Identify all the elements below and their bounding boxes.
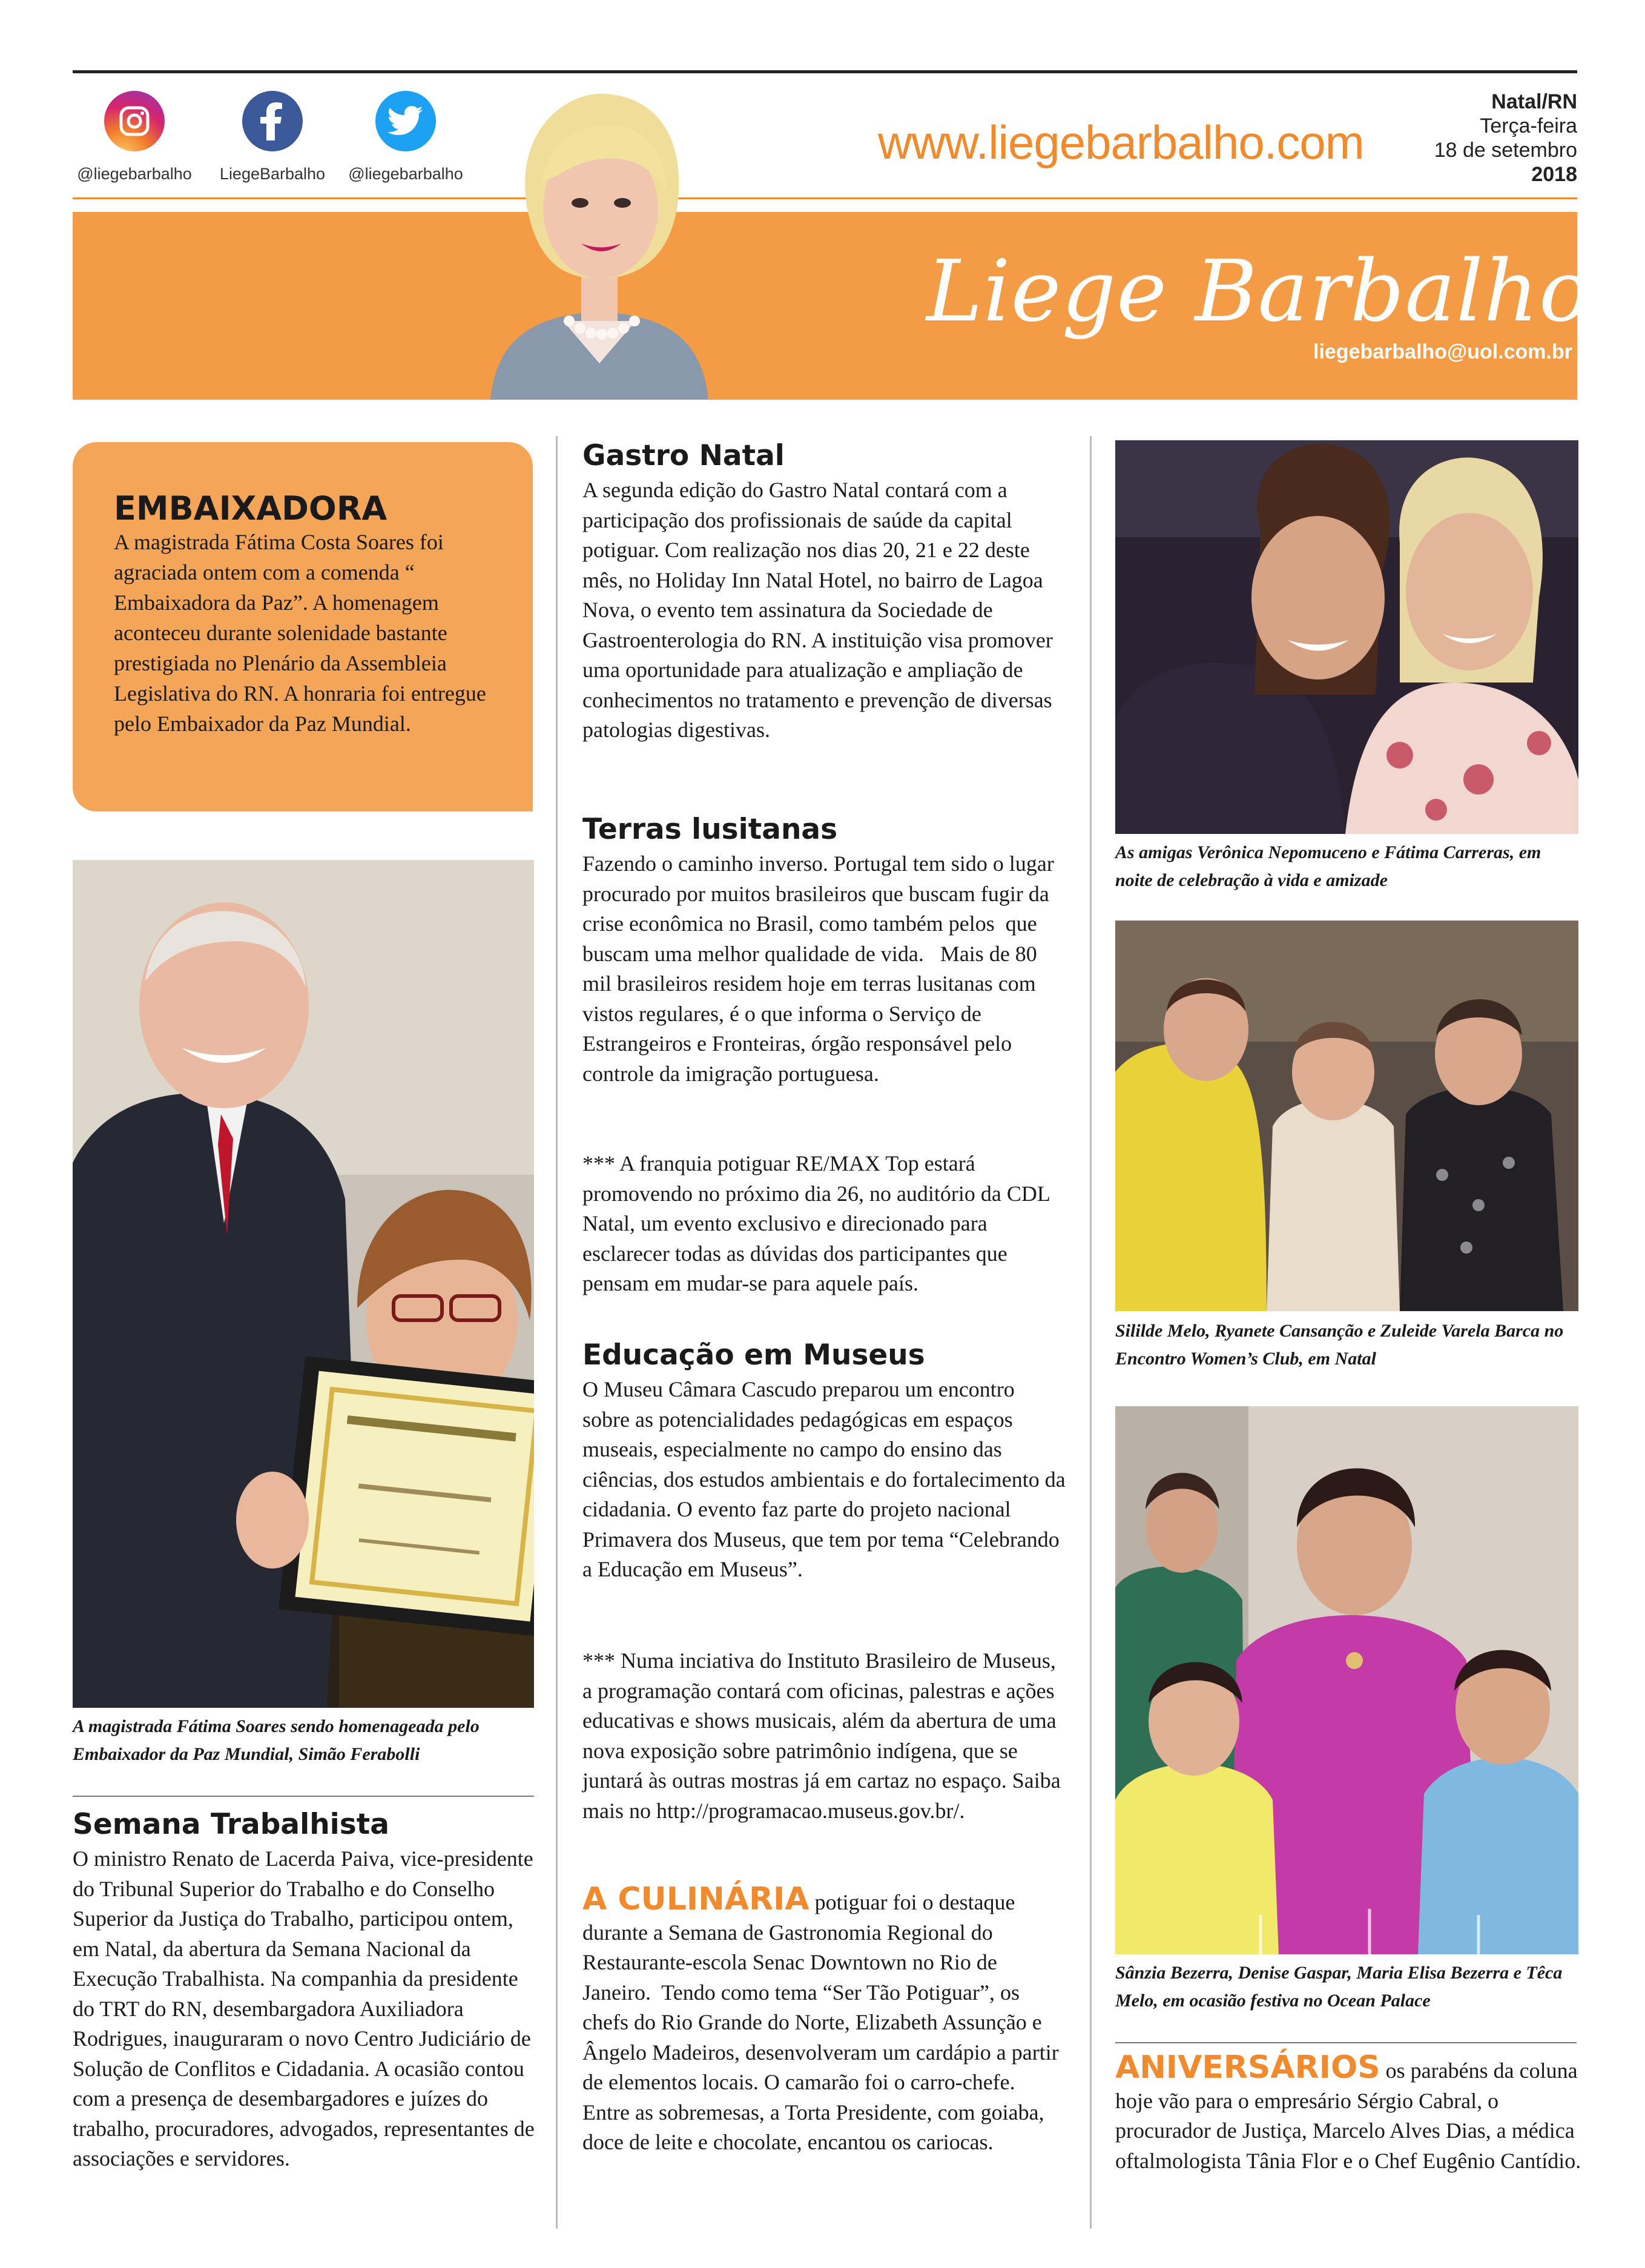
gastro-title: Gastro Natal (582, 439, 785, 472)
embaixadora-title: EMBAIXADORA (114, 489, 387, 527)
column-divider-2 (1090, 436, 1092, 2229)
aniversarios-text: os parabéns da coluna hoje vão para o empresário Sérgio Cabral, o procurador de Justiça, Marcelo Alves Dias, a médica oftalmologista Tânia Flor e o Chef Eugênio Cantídio. (1115, 2058, 1583, 2173)
photo-homenagem-caption: A magistrada Fátima Soares sendo homenageada pelo Embaixador da Paz Mundial, Simão Ferabolli (73, 1716, 480, 1764)
header-rule (73, 197, 1577, 199)
photo-amigas (1115, 440, 1578, 834)
separator-2 (1115, 2042, 1577, 2043)
instagram-icon (104, 91, 165, 151)
columnist-portrait (484, 79, 714, 400)
contact-email[interactable]: liegebarbalho@uol.com.br (1313, 340, 1572, 363)
day-month: 18 de setembro (1434, 139, 1577, 162)
weekday: Terça-feira (1480, 114, 1577, 137)
facebook-handle: LiegeBarbalho (219, 165, 326, 183)
twitter-handle: @liegebarbalho (348, 165, 463, 183)
dateline (1434, 90, 1577, 187)
terras-extra-text: *** A franquia potiguar RE/MAX Top estará promovendo no próximo dia 26, no auditório da CDL Natal, um evento exclusivo e direcionado para esclarecer todas as dúvidas dos participantes que pensam em mudar-se para aquele país. (582, 1151, 1055, 1295)
facebook-icon (242, 91, 303, 151)
semana-title: Semana Trabalhista (73, 1808, 389, 1841)
year: 2018 (1531, 163, 1577, 186)
museus-text: O Museu Câmara Cascudo preparou um encontro sobre as potencialidades pedagógicas em espaços museais, especialmente no campo do ensino das ciências, dos estudos ambientais e do fortalecimento da cidadania. O evento faz parte do projeto nacional Primavera dos Museus, que tem por tema “Celebrando a Educação em Museus”. (582, 1377, 1071, 1581)
twitter-icon (375, 91, 436, 151)
photo-womens-club (1115, 921, 1578, 1311)
column-title: Liege Barbalho (926, 242, 1591, 341)
photo-ocean-palace-caption: Sânzia Bezerra, Denise Gaspar, Maria Elisa Bezerra e Têca Melo, em ocasião festiva no Ocean Palace (1115, 1963, 1563, 2011)
aniversarios-lead: ANIVERSÁRIOS (1115, 2049, 1380, 2086)
photo-amigas-caption: As amigas Verônica Nepomuceno e Fátima Carreras, em noite de celebração à vida e amizade (1115, 842, 1541, 890)
terras-title: Terras lusitanas (582, 813, 838, 846)
column-divider-1 (556, 436, 558, 2229)
photo-womens-club-caption: Sililde Melo, Ryanete Cansanção e Zuleide Varela Barca no Encontro Women’s Club, em Natal (1115, 1321, 1564, 1369)
culinaria-text: potiguar foi o destaque durante a Semana de Gastronomia Regional do Restaurante-escola Senac Downtown no Rio de Janeiro. Tendo como tema “Ser Tão Potiguar”, os chefs do Rio Grande do Norte, Elizabeth Assunção e Ângelo Madeiros, desenvolveram um cardápio a partir de elementos locais. O camarão foi o carro-chefe. Entre as sobremesas, a Torta Presidente, com goiaba, doce de leite e chocolate, encantou os cariocas. (582, 1890, 1064, 2154)
separator (73, 1796, 534, 1797)
facebook-link[interactable] (206, 91, 339, 183)
culinaria-paragraph (582, 1881, 1067, 2158)
semana-text: O ministro Renato de Lacerda Paiva, vice-presidente do Tribunal Superior do Trabalho e do Conselho Superior da Justiça do Trabalho, participou ontem, em Natal, da abertura da Semana Nacional da Execução Trabalhista. Na companhia da presidente do TRT do RN, desembargadora Auxiliadora Rodrigues, inauguraram o novo Centro Judiciário de Solução de Conflitos e Cidadania. A ocasião contou com a presença de desembargadores e juízes do trabalho, procuradores, advogados, representantes de associações e servidores. (73, 1846, 540, 2170)
instagram-link[interactable] (68, 91, 201, 183)
museus-title: Educação em Museus (582, 1338, 925, 1372)
twitter-link[interactable] (339, 91, 472, 183)
museus-extra-text: *** Numa inciativa do Instituto Brasileiro de Museus, a programação contará com oficinas, palestras e ações educativas e shows musicais, além da abertura de uma nova exposição sobre patrimônio indígena, que se juntará às outras mostras já em cartaz no espaço. Saiba mais no http://programacao.museus.gov.br/. (582, 1648, 1066, 1823)
culinaria-lead: A CULINÁRIA (582, 1881, 809, 1917)
photo-homenagem (73, 860, 534, 1708)
gastro-text: A segunda edição do Gastro Natal contará com a participação dos profissionais de saúde da capital potiguar. Com realização nos dias 20, 21 e 22 deste mês, no Holiday Inn Natal Hotel, no bairro de Lagoa Nova, o evento tem assinatura da Sociedade de Gastroenterologia do RN. A instituição visa promover uma oportunidade para atualização e ampliação de conhecimentos no tratamento e prevenção de diversas patologias digestivas. (582, 478, 1058, 742)
top-rule (73, 70, 1577, 73)
city: Natal/RN (1491, 90, 1577, 113)
embaixadora-text: A magistrada Fátima Costa Soares foi agraciada ontem com a comenda “ Embaixadora da Paz”. A homenagem aconteceu durante solenidade bastante prestigiada no Plenário da Assembleia Legislativa do RN. A honraria foi entregue pelo Embaixador da Paz Mundial. (114, 530, 486, 736)
instagram-handle: @liegebarbalho (77, 165, 192, 183)
website-url[interactable]: www.liegebarbalho.com (878, 116, 1364, 169)
terras-text: Fazendo o caminho inverso. Portugal tem sido o lugar procurado por muitos brasileiros que buscam fugir da crise econômica no Brasil, como também pelos que buscam uma melhor qualidade de vida. Mais de 80 mil brasileiros residem hoje em terras lusitanas com vistos regulares, é o que informa o Serviço de Estrangeiros e Fronteiras, órgão responsável pelo controle da imigração portuguesa. (582, 851, 1060, 1086)
aniversarios-paragraph (1115, 2049, 1583, 2176)
photo-ocean-palace (1115, 1406, 1578, 1954)
